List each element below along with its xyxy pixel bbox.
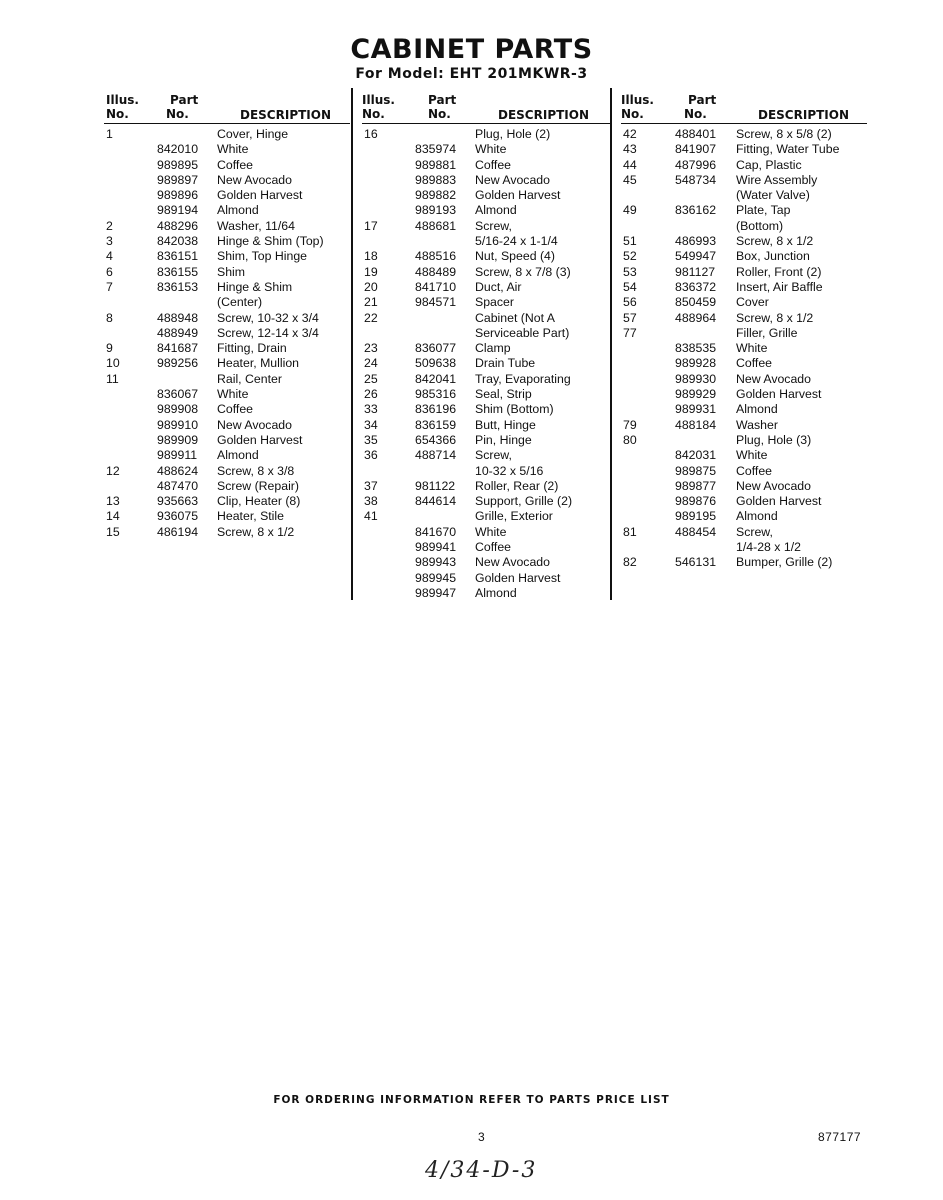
illus-number: 24 (364, 356, 378, 371)
illus-number: 2 (106, 218, 113, 233)
illus-number: 9 (106, 341, 113, 356)
part-description: 1/4-28 x 1/2 (736, 540, 801, 555)
part-number: 488964 (675, 310, 717, 325)
illus-number: 34 (364, 417, 378, 432)
part-number: 836151 (157, 249, 199, 264)
part-number: 989877 (675, 478, 717, 493)
part-description: White (217, 387, 249, 402)
part-description: Coffee (217, 402, 254, 417)
description-header: DESCRIPTION (758, 108, 850, 122)
part-description: Almond (475, 203, 517, 218)
part-description: Screw, (475, 218, 512, 233)
part-description: Shim, Top Hinge (217, 249, 307, 264)
illus-number: 17 (364, 218, 378, 233)
part-description: Washer, 11/64 (217, 218, 295, 233)
illus-number: 35 (364, 432, 378, 447)
illus-number: 56 (623, 295, 637, 310)
illus-number: 13 (106, 494, 120, 509)
illus-number: 80 (623, 432, 637, 447)
header-rule (621, 123, 867, 124)
part-description: Golden Harvest (475, 188, 561, 203)
part-description: (Center) (217, 295, 263, 310)
part-description: Screw, 8 x 1/2 (217, 524, 295, 539)
part-number: 488296 (157, 218, 199, 233)
part-description: Screw, 10-32 x 3/4 (217, 310, 319, 325)
column-header (621, 90, 867, 124)
part-description: Almond (736, 509, 778, 524)
part-number: 842031 (675, 448, 717, 463)
illus-number: 25 (364, 371, 378, 386)
part-description: Clip, Heater (8) (217, 494, 301, 509)
part-description: Hinge & Shim (217, 279, 293, 294)
part-description: Coffee (736, 463, 773, 478)
page-title: CABINET PARTS (350, 34, 593, 65)
part-number: 989194 (157, 203, 199, 218)
column-divider (351, 88, 353, 600)
part-number: 488454 (675, 524, 717, 539)
illus-label: Illus. (362, 93, 395, 107)
part-number: 836162 (675, 203, 717, 218)
part-number: 989875 (675, 463, 717, 478)
illus-number: 37 (364, 478, 378, 493)
part-description: Golden Harvest (736, 494, 822, 509)
part-number: 989947 (415, 585, 457, 600)
part-number: 836067 (157, 387, 199, 402)
part-number: 488516 (415, 249, 457, 264)
illus-number: 14 (106, 509, 120, 524)
illus-number: 3 (106, 234, 113, 249)
part-description: 10-32 x 5/16 (475, 463, 544, 478)
part-description: White (475, 524, 507, 539)
parts-column-3 (621, 90, 867, 570)
part-description: Plug, Hole (2) (475, 127, 551, 141)
part-label: Part (688, 93, 717, 107)
part-number: 842038 (157, 234, 199, 249)
part-description: Spacer (475, 295, 514, 310)
part-description: Bumper, Grille (2) (736, 555, 833, 570)
illus-no-label: No. (621, 107, 644, 121)
part-number: 984571 (415, 295, 457, 310)
part-number: 989945 (415, 570, 457, 585)
illus-number: 11 (106, 371, 119, 386)
part-description: White (736, 448, 768, 463)
part-label: Part (428, 93, 457, 107)
part-description: Fitting, Drain (217, 341, 287, 356)
illus-header (362, 93, 395, 121)
part-number: 989881 (415, 157, 457, 172)
part-description: Filler, Grille (736, 325, 798, 340)
part-number: 488401 (675, 127, 717, 141)
header-rule (104, 123, 350, 124)
part-description: Screw, (736, 524, 773, 539)
part-description: Screw, (475, 448, 512, 463)
part-description: Screw (Repair) (217, 478, 299, 493)
illus-number: 79 (623, 417, 637, 432)
part-description: Cabinet (Not A (475, 310, 555, 325)
part-number: 488489 (415, 264, 457, 279)
part-description: (Water Valve) (736, 188, 810, 203)
illus-number: 4 (106, 249, 113, 264)
illus-number: 53 (623, 264, 637, 279)
part-number: 842010 (157, 142, 199, 157)
part-number: 936075 (157, 509, 199, 524)
part-description: New Avocado (475, 172, 550, 187)
part-description: Roller, Front (2) (736, 264, 822, 279)
part-description: Screw, 8 x 5/8 (2) (736, 127, 832, 141)
header-rule (362, 123, 610, 124)
part-description: White (217, 142, 249, 157)
part-number: 836077 (415, 341, 457, 356)
part-number: 836155 (157, 264, 199, 279)
part-no-label: No. (428, 107, 451, 121)
part-description: Screw, 8 x 7/8 (3) (475, 264, 571, 279)
part-number: 546131 (675, 555, 717, 570)
part-number: 981127 (675, 264, 716, 279)
part-description: Cover (736, 295, 769, 310)
handwritten-note: 4/34-D-3 (425, 1158, 538, 1183)
part-number: 981122 (415, 478, 456, 493)
part-description: Rail, Center (217, 371, 282, 386)
part-number: 844614 (415, 494, 457, 509)
illus-number: 19 (364, 264, 378, 279)
part-description: Insert, Air Baffle (736, 279, 823, 294)
part-number: 989929 (675, 387, 717, 402)
illus-no-label: No. (106, 107, 129, 121)
column-header (362, 90, 610, 124)
part-number: 989911 (157, 448, 198, 463)
part-number: 842041 (415, 371, 457, 386)
part-description: New Avocado (475, 555, 550, 570)
illus-number: 51 (623, 234, 637, 249)
part-number: 488714 (415, 448, 457, 463)
part-number: 549947 (675, 249, 717, 264)
illus-number: 41 (364, 509, 378, 524)
part-description: Coffee (736, 356, 773, 371)
illus-number: 57 (623, 310, 637, 325)
illus-number: 8 (106, 310, 113, 325)
part-label: Part (170, 93, 199, 107)
part-number: 654366 (415, 432, 457, 447)
part-description: Coffee (475, 540, 512, 555)
description-header: DESCRIPTION (498, 108, 590, 122)
illus-number: 18 (364, 249, 378, 264)
part-description: Screw, 8 x 1/2 (736, 234, 814, 249)
part-number: 487470 (157, 478, 199, 493)
part-description: Almond (736, 402, 778, 417)
illus-label: Illus. (621, 93, 654, 107)
illus-number: 15 (106, 524, 120, 539)
part-description: Drain Tube (475, 356, 536, 371)
column-divider (610, 88, 612, 600)
illus-number: 54 (623, 279, 637, 294)
part-description: Washer (736, 417, 778, 432)
part-description: Pin, Hinge (475, 432, 532, 447)
part-number: 989910 (157, 417, 199, 432)
illus-number: 82 (623, 555, 637, 570)
part-description: Serviceable Part) (475, 325, 570, 340)
part-number: 838535 (675, 341, 717, 356)
part-description: White (736, 341, 768, 356)
part-number: 836159 (415, 417, 457, 432)
part-number: 836153 (157, 279, 199, 294)
part-description: Almond (217, 448, 259, 463)
illus-number: 12 (106, 463, 120, 478)
illus-number: 43 (623, 142, 637, 157)
part-number: 989876 (675, 494, 717, 509)
part-description: Screw, 8 x 3/8 (217, 463, 295, 478)
part-description: (Bottom) (736, 218, 784, 233)
illus-number: 36 (364, 448, 378, 463)
part-description: Golden Harvest (217, 432, 303, 447)
part-number: 486993 (675, 234, 717, 249)
parts-column-1 (104, 90, 350, 539)
part-description: Duct, Air (475, 279, 522, 294)
part-description: Butt, Hinge (475, 417, 536, 432)
illus-number: 49 (623, 203, 637, 218)
part-description: Fitting, Water Tube (736, 142, 840, 157)
part-description: Golden Harvest (475, 570, 561, 585)
illus-number: 20 (364, 279, 378, 294)
part-number: 841687 (157, 341, 199, 356)
part-description: Screw, 12-14 x 3/4 (217, 325, 319, 340)
part-number: 989908 (157, 402, 199, 417)
part-description: Shim (Bottom) (475, 402, 554, 417)
part-description: New Avocado (736, 371, 811, 386)
part-description: Coffee (217, 157, 254, 172)
part-header (424, 93, 456, 121)
part-description: Hinge & Shim (Top) (217, 234, 324, 249)
part-description: Golden Harvest (736, 387, 822, 402)
illus-number: 16 (364, 127, 378, 141)
page-number: 3 (478, 1130, 485, 1144)
part-number: 989895 (157, 157, 199, 172)
illus-number: 23 (364, 341, 378, 356)
part-description: Wire Assembly (736, 172, 818, 187)
part-description: Screw, 8 x 1/2 (736, 310, 814, 325)
part-description: Clamp (475, 341, 511, 356)
illus-number: 77 (623, 325, 637, 340)
illus-number: 22 (364, 310, 378, 325)
part-number: 488681 (415, 218, 457, 233)
part-description: Tray, Evaporating (475, 371, 571, 386)
part-number: 509638 (415, 356, 457, 371)
part-number: 989943 (415, 555, 457, 570)
part-number: 487996 (675, 157, 717, 172)
illus-number: 21 (364, 295, 378, 310)
part-number: 989883 (415, 172, 457, 187)
ordering-note: FOR ORDERING INFORMATION REFER TO PARTS PRICE LIST (273, 1094, 670, 1106)
part-number: 841710 (415, 279, 457, 294)
part-description: Almond (475, 585, 517, 600)
part-number: 486194 (157, 524, 199, 539)
part-number: 989195 (675, 509, 717, 524)
illus-number: 38 (364, 494, 378, 509)
illus-number: 81 (623, 524, 637, 539)
part-description: Heater, Stile (217, 509, 284, 524)
part-description: New Avocado (736, 478, 811, 493)
part-number: 989941 (415, 540, 457, 555)
illus-number: 26 (364, 387, 378, 402)
part-number: 488948 (157, 310, 199, 325)
parts-column-2 (362, 90, 610, 600)
part-number: 841670 (415, 524, 457, 539)
part-description: Coffee (475, 157, 512, 172)
part-description: 5/16-24 x 1-1/4 (475, 234, 558, 249)
part-number: 985316 (415, 387, 457, 402)
part-description: Nut, Speed (4) (475, 249, 555, 264)
model-subtitle: For Model: EHT 201MKWR-3 (355, 66, 588, 82)
part-description: Roller, Rear (2) (475, 478, 559, 493)
part-number: 488949 (157, 325, 199, 340)
part-description: Cap, Plastic (736, 157, 802, 172)
illus-number: 1 (106, 127, 113, 141)
part-number: 850459 (675, 295, 717, 310)
part-number: 989897 (157, 172, 199, 187)
description-header: DESCRIPTION (240, 108, 332, 122)
part-description: Golden Harvest (217, 188, 303, 203)
part-number: 488624 (157, 463, 199, 478)
illus-number: 52 (623, 249, 637, 264)
part-description: Almond (217, 203, 259, 218)
illus-number: 45 (623, 172, 637, 187)
part-description: White (475, 142, 507, 157)
part-no-label: No. (166, 107, 189, 121)
part-number: 488184 (675, 417, 717, 432)
part-description: New Avocado (217, 172, 292, 187)
part-number: 989896 (157, 188, 199, 203)
part-description: Grille, Exterior (475, 509, 553, 524)
part-header (684, 93, 716, 121)
illus-number: 33 (364, 402, 378, 417)
part-number: 989928 (675, 356, 717, 371)
illus-number: 44 (623, 157, 637, 172)
part-number: 841907 (675, 142, 717, 157)
part-number: 836196 (415, 402, 457, 417)
part-number: 989193 (415, 203, 457, 218)
part-number: 989882 (415, 188, 457, 203)
illus-no-label: No. (362, 107, 385, 121)
part-no-label: No. (684, 107, 707, 121)
part-header (166, 93, 198, 121)
part-number: 989930 (675, 371, 717, 386)
part-number: 835974 (415, 142, 457, 157)
document-number: 877177 (818, 1130, 862, 1144)
part-number: 989909 (157, 432, 199, 447)
illus-number: 6 (106, 264, 113, 279)
part-number: 836372 (675, 279, 717, 294)
illus-header (621, 93, 654, 121)
part-number: 548734 (675, 172, 717, 187)
part-number: 935663 (157, 494, 199, 509)
part-description: Cover, Hinge (217, 127, 289, 141)
part-number: 989256 (157, 356, 199, 371)
part-number: 989931 (675, 402, 717, 417)
part-description: New Avocado (217, 417, 292, 432)
part-description: Box, Junction (736, 249, 810, 264)
illus-label: Illus. (106, 93, 139, 107)
part-description: Support, Grille (2) (475, 494, 573, 509)
column-header (104, 90, 350, 124)
illus-number: 10 (106, 356, 120, 371)
part-description: Seal, Strip (475, 387, 532, 402)
part-description: Plate, Tap (736, 203, 791, 218)
illus-number: 42 (623, 127, 637, 141)
part-description: Plug, Hole (3) (736, 432, 812, 447)
part-description: Shim (217, 264, 246, 279)
part-description: Heater, Mullion (217, 356, 300, 371)
illus-header (106, 93, 139, 121)
illus-number: 7 (106, 279, 113, 294)
